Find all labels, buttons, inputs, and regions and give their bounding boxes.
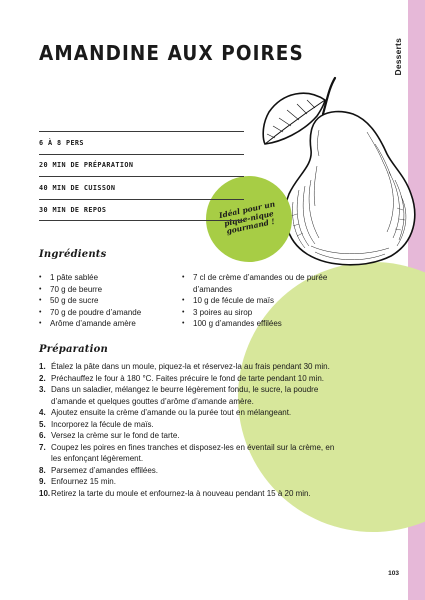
step-text: Ajoutez ensuite la crème d’amande ou la purée tout en mélangeant. — [51, 408, 292, 417]
meta-rest-time: 30 MIN DE REPOS — [39, 199, 244, 222]
recipe-meta — [39, 131, 244, 221]
step-number: 2. — [39, 373, 46, 383]
step-text: Incorporez la fécule de maïs. — [51, 419, 154, 429]
step-item — [39, 407, 343, 419]
step-number: 8. — [39, 465, 46, 475]
step-text: Coupez les poires en fines tranches et disposez-les en éventail sur la crème, en les enfonçant légèrement. — [51, 442, 335, 463]
step-text: Retirez la tarte du moule et enfournez-la à nouveau pendant 15 à 20 min. — [51, 488, 311, 498]
step-item — [39, 384, 343, 407]
tip-note: Idéal pour un pique-nique gourmand ! — [218, 199, 276, 237]
step-number: 4. — [39, 408, 46, 417]
step-text: Versez la crème sur le fond de tarte. — [51, 431, 180, 440]
meta-preparation-time: 20 MIN DE PRÉPARATION — [39, 154, 244, 177]
step-number: 6. — [39, 431, 46, 440]
ingredient-item: • 70 g de poudre d’amande — [39, 307, 189, 319]
ingredient-item: • 3 poires au sirop — [182, 307, 332, 319]
ingredient-item: • 1 pâte sablée — [39, 272, 189, 284]
step-number: 1. — [39, 362, 46, 371]
step-number: 10. — [39, 488, 51, 498]
ingredients-list-left — [39, 272, 189, 330]
step-number: 9. — [39, 477, 46, 486]
step-text: Enfournez 15 min. — [51, 477, 116, 486]
step-text: Parsemez d’amandes effilées. — [51, 465, 159, 475]
step-number: 7. — [39, 442, 46, 452]
step-item — [39, 361, 343, 373]
step-item — [39, 430, 343, 442]
step-text: Préchauffez le four à 180 °C. Faites précuire le fond de tarte pendant 10 min. — [51, 373, 324, 383]
step-item — [39, 373, 343, 385]
ingredient-item: • 7 cl de crème d’amandes ou de purée d’amandes — [182, 272, 332, 295]
step-number: 3. — [39, 385, 46, 394]
preparation-steps — [39, 361, 343, 499]
step-item — [39, 442, 343, 465]
recipe-title: AMANDINE AUX POIRES — [39, 41, 304, 65]
ingredient-item: • 70 g de beurre — [39, 284, 189, 296]
page-number: 103 — [388, 570, 399, 577]
ingredient-item: • Arôme d’amande amère — [39, 318, 189, 330]
meta-cooking-time: 40 MIN DE CUISSON — [39, 176, 244, 199]
section-label: Desserts — [393, 38, 403, 76]
step-text: Étalez la pâte dans un moule, piquez-la et réservez-la au frais pendant 30 min. — [51, 362, 330, 371]
ingredient-item: • 100 g d’amandes effilées — [182, 318, 332, 330]
step-number: 5. — [39, 419, 46, 429]
meta-servings: 6 À 8 PERS — [39, 131, 244, 154]
preparation-heading: Préparation — [39, 344, 108, 355]
ingredients-list-right — [182, 272, 332, 330]
ingredient-item: • 10 g de fécule de maïs — [182, 295, 332, 307]
step-item — [39, 465, 343, 477]
step-text: Dans un saladier, mélangez le beurre légèrement fondu, le sucre, la poudre d’amande et quelques gouttes d’arôme d’amande amère. — [51, 385, 319, 406]
step-item — [39, 488, 343, 500]
ingredient-item: • 50 g de sucre — [39, 295, 189, 307]
ingredients-heading: Ingrédients — [39, 249, 107, 260]
step-item — [39, 476, 343, 488]
step-item — [39, 419, 343, 431]
